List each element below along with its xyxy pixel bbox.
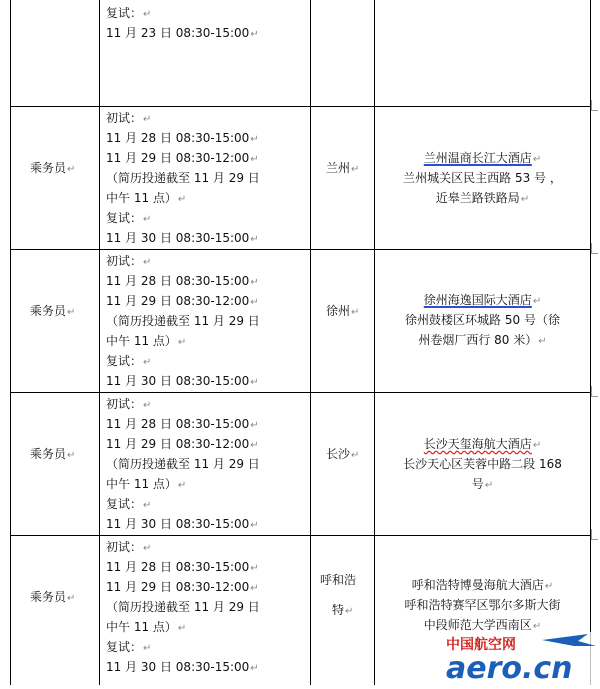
schedule-line: 中午 11 点）↵ [106, 620, 187, 634]
grid-row-sep-1 [10, 106, 591, 107]
venue-name: 呼和浩特博曼海航大酒店↵ [411, 578, 554, 592]
venue-address-line: 近皋兰路铁路局↵ [435, 191, 530, 205]
schedule-line: 复试：↵ [106, 211, 152, 225]
schedule-line: （简历投递截至 11 月 29 日 [106, 600, 260, 614]
schedule-line: 复试：↵ [106, 6, 152, 20]
cell-end-mark [591, 386, 598, 397]
venue-address-line: 兰州城关区民主西路 53 号 ， [403, 171, 562, 185]
venue-address-line: 长沙天心区芙蓉中路二段 168 [403, 457, 562, 471]
cell-end-mark [591, 243, 598, 254]
schedule-line: 复试：↵ [106, 640, 152, 654]
schedule-line: 初试：↵ [106, 111, 152, 125]
city-cell: 徐州↵ [326, 304, 360, 318]
schedule-line: （简历投递截至 11 月 29 日 [106, 171, 260, 185]
grid-row-sep-3 [10, 392, 591, 393]
schedule-line: 11 月 30 日 08:30-15:00↵ [106, 231, 259, 245]
position-cell: 乘务员↵ [30, 447, 76, 461]
venue-address-line: 呼和浩特赛罕区鄂尔多斯大街 [404, 598, 561, 612]
grid-row-sep-2 [10, 249, 591, 250]
schedule-line: 复试：↵ [106, 354, 152, 368]
venue-address-line: 州卷烟厂西行 80 米）↵ [418, 333, 547, 347]
cell-end-mark [591, 100, 598, 111]
watermark-cn-text: 中国航空网 [446, 637, 516, 653]
schedule-line: 11 月 30 日 08:30-15:00↵ [106, 374, 259, 388]
schedule-line: （简历投递截至 11 月 29 日 [106, 457, 260, 471]
city-line: 呼和浩 [320, 573, 357, 587]
venue-name: 长沙天玺海航大酒店↵ [423, 437, 542, 451]
venue-address-line: 号↵ [471, 477, 494, 491]
schedule-line: 复试：↵ [106, 497, 152, 511]
cell-end-mark [591, 529, 598, 540]
schedule-line: 11 月 28 日 08:30-15:00↵ [106, 274, 259, 288]
city-cell: 长沙↵ [326, 447, 360, 461]
schedule-line: 11 月 23 日 08:30-15:00↵ [106, 26, 259, 40]
schedule-line: 11 月 30 日 08:30-15:00↵ [106, 517, 259, 531]
venue-name: 徐州海逸国际大酒店↵ [423, 293, 542, 307]
schedule-line: 中午 11 点）↵ [106, 191, 187, 205]
schedule-line: 11 月 28 日 08:30-15:00↵ [106, 560, 259, 574]
venue-address-line: 中段师范大学西南区↵ [423, 618, 542, 632]
schedule-line: 中午 11 点）↵ [106, 334, 187, 348]
schedule-line: 中午 11 点）↵ [106, 477, 187, 491]
schedule-line: 初试：↵ [106, 397, 152, 411]
position-cell: 乘务员↵ [30, 304, 76, 318]
schedule-line: 11 月 28 日 08:30-15:00↵ [106, 417, 259, 431]
grid-left-border [10, 0, 11, 685]
grid-col-2 [310, 0, 311, 685]
schedule-line: 11 月 30 日 08:30-15:00↵ [106, 660, 259, 674]
schedule-line: 11 月 29 日 08:30-12:00↵ [106, 580, 259, 594]
city-cell: 兰州↵ [326, 161, 360, 175]
aero-cn-watermark [438, 632, 600, 685]
schedule-line: 11 月 29 日 08:30-12:00↵ [106, 294, 259, 308]
position-cell: 乘务员↵ [30, 590, 76, 604]
watermark-en-text: aero.cn [446, 651, 573, 685]
grid-row-sep-4 [10, 535, 591, 536]
grid-col-1 [99, 0, 100, 685]
schedule-line: 初试：↵ [106, 254, 152, 268]
venue-name: 兰州温商长江大酒店↵ [423, 151, 542, 165]
city-line: 特↵ [332, 603, 354, 617]
schedule-line: （简历投递截至 11 月 29 日 [106, 314, 260, 328]
aero-cn-logo [438, 632, 600, 685]
schedule-line: 11 月 28 日 08:30-15:00↵ [106, 131, 259, 145]
schedule-line: 初试：↵ [106, 540, 152, 554]
position-cell: 乘务员↵ [30, 161, 76, 175]
venue-address-line: 徐州鼓楼区环城路 50 号（徐 [405, 313, 560, 327]
schedule-line: 11 月 29 日 08:30-12:00↵ [106, 151, 259, 165]
schedule-line: 11 月 29 日 08:30-12:00↵ [106, 437, 259, 451]
